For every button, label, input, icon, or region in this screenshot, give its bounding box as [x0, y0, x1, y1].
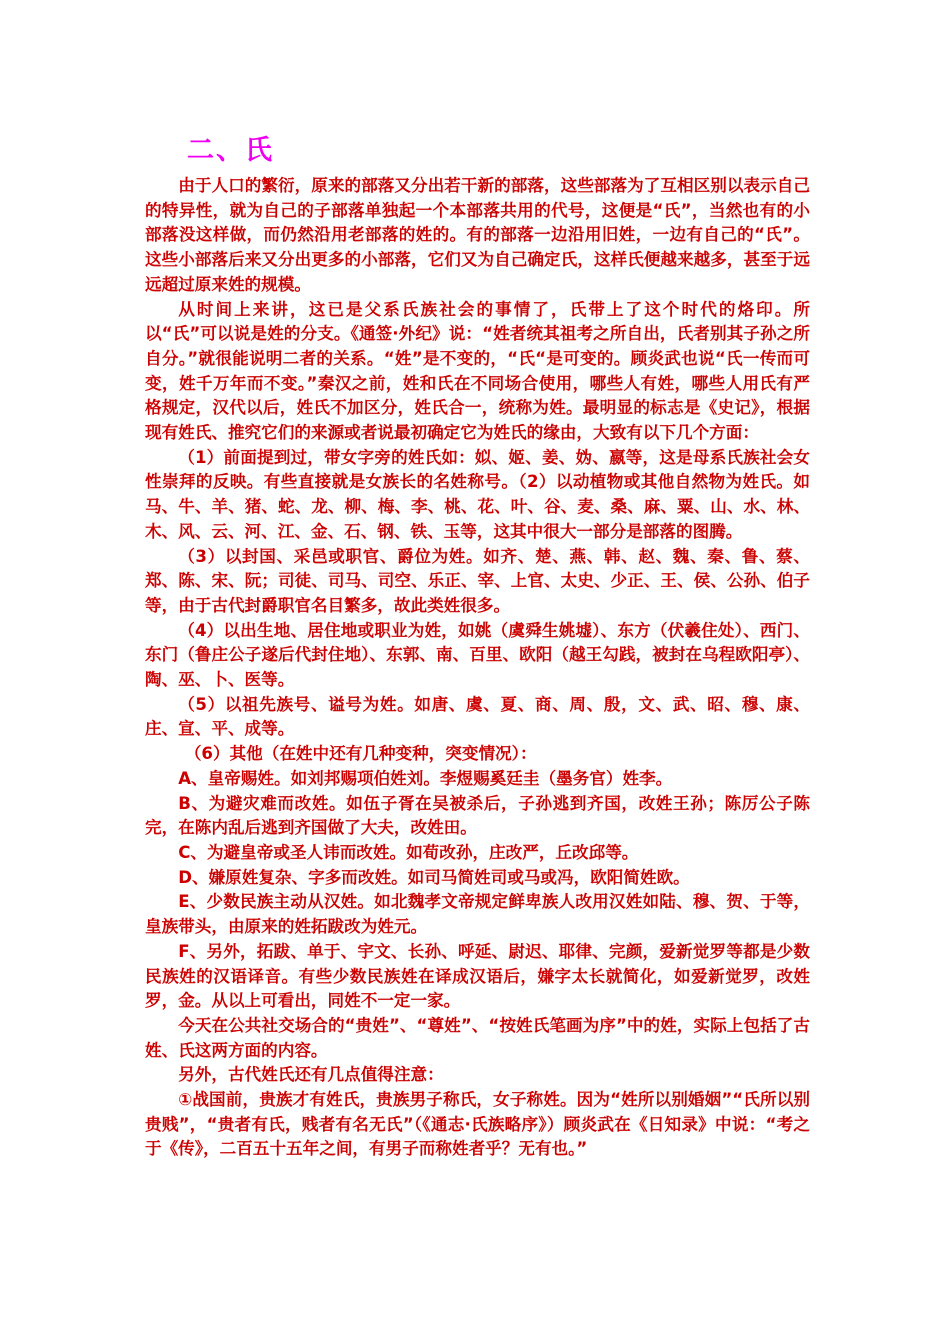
paragraph-item-f: F、另外，拓跋、单于、宇文、长孙、呼延、尉迟、耶律、完颜，爱新觉罗等都是少数民族姓的汉语译音。有些少数民族姓在译成汉语后，嫌字太长就简化，如爱新觉罗，改姓罗，金。从以上可看出，同姓不一定一家。 — [145, 941, 810, 1011]
paragraph-item-b: B、为避灾难而改姓。如伍子胥在吴被杀后，子孙逃到齐国，改姓王孙；陈厉公子陈完，在陈内乱后逃到齐国做了大夫，改姓田。 — [145, 793, 810, 838]
paragraph-item-4: （4）以出生地、居住地或职业为姓，如姚（虞舜生姚墟）、东方（伏羲住处）、西门、东门（鲁庄公子遂后代封住地）、东郭、南、百里、欧阳（越王勾践，被封在乌程欧阳亭）、陶、巫、卜、医等。 — [145, 620, 810, 690]
paragraph-today: 今天在公共社交场合的“贵姓”、“尊姓”、“按姓氏笔画为序”中的姓，实际上包括了古姓、氏这两方面的内容。 — [145, 1015, 810, 1060]
paragraph-item-5: （5）以祖先族号、谥号为姓。如唐、虞、夏、商、周、殷，文、武、昭、穆、康、庄、宣、平、成等。 — [145, 694, 810, 739]
paragraph-item-a: A、皇帝赐姓。如刘邦赐项伯姓刘。李煜赐奚廷圭（墨务官）姓李。 — [178, 768, 673, 788]
paragraph-item-c: C、为避皇帝或圣人讳而改姓。如荀改孙，庄改严，丘改邱等。 — [178, 842, 639, 862]
paragraph-origin-of-shi: 由于人口的繁衍，原来的部落又分出若干新的部落，这些部落为了互相区别以表示自己的特异性，就为自己的子部落单独起一个本部落共用的代号，这便是“氏”，当然也有的小部落没这样做，而仍然沿用老部落的姓的。有的部落一边沿用旧姓，一边有自己的“氏”。这些小部落后来又分出更多的小部落，它们又为自己确定氏，这样氏便越来越多，甚至于远远超过原来姓的规模。 — [145, 176, 810, 294]
paragraph-item-3: （3）以封国、采邑或职官、爵位为姓。如齐、楚、燕、韩、赵、魏、秦、鲁、蔡、郑、陈、宋、阮；司徒、司马、司空、乐正、宰、上官、太史、少正、王、侯、公孙、伯子等，由于古代封爵职官名目繁多，故此类姓很多。 — [145, 546, 810, 615]
paragraph-time-period: 从时间上来讲，这已是父系氏族社会的事情了，氏带上了这个时代的烙印。所以“氏”可以说是姓的分支。《通签·外纪》说：“姓者统其祖考之所自出，氏者别其子孙之所自分。”就很能说明二者的关系。“姓”是不变的，“氏“是可变的。顾炎武也说“氏一传而可变，姓千万年而不变。”秦汉之前，姓和氏在不同场合使用，哪些人有姓，哪些人用氏有严格规定，汉代以后，姓氏不加区分，姓氏合一，统称为姓。最明显的标志是《史记》，根据现有姓氏、推究它们的来源或者说最初确定它为姓氏的缘由，大致有以下几个方面： — [145, 299, 810, 443]
paragraph-item-d: D、嫌原姓复杂、字多而改姓。如司马简姓司或马或冯，欧阳简姓欧。 — [178, 867, 690, 887]
paragraph-note-1: ①战国前，贵族才有姓氏，贵族男子称氏，女子称姓。因为“姓所以别婚姻”“氏所以别贵贱”，“贵者有氏，贱者有名无氏”（《通志·氏族略序》）顾炎武在《日知录》中说：“考之于《传》，二百五十五年之间，有男子而称姓者乎？无有也。” — [145, 1090, 810, 1159]
paragraph-item-e: E、少数民族主动从汉姓。如北魏孝文帝规定鲜卑族人改用汉姓如陆、穆、贺、于等，皇族带头，由原来的姓拓跋改为姓元。 — [145, 892, 810, 937]
paragraph-notes-intro: 另外，古代姓氏还有几点值得注意： — [178, 1065, 444, 1085]
paragraph-item-6: （6）其他（在姓中还有几种变种，突变情况）： — [184, 744, 537, 764]
section-heading: 二、氏 — [187, 135, 274, 166]
document-page — [145, 134, 810, 1162]
paragraph-item-1-2: （1）前面提到过，带女字旁的姓氏如：姒、姬、姜、妫、嬴等，这是母系氏族社会女性崇拜的反映。有些直接就是女族长的名姓称号。（2）以动植物或其他自然物为姓氏。如马、牛、羊、猪、蛇、龙、柳、梅、李、桃、花、叶、谷、麦、桑、麻、粟、山、水、林、木、风、云、河、江、金、石、钢、铁、玉等，这其中很大一部分是部落的图腾。 — [145, 447, 810, 541]
